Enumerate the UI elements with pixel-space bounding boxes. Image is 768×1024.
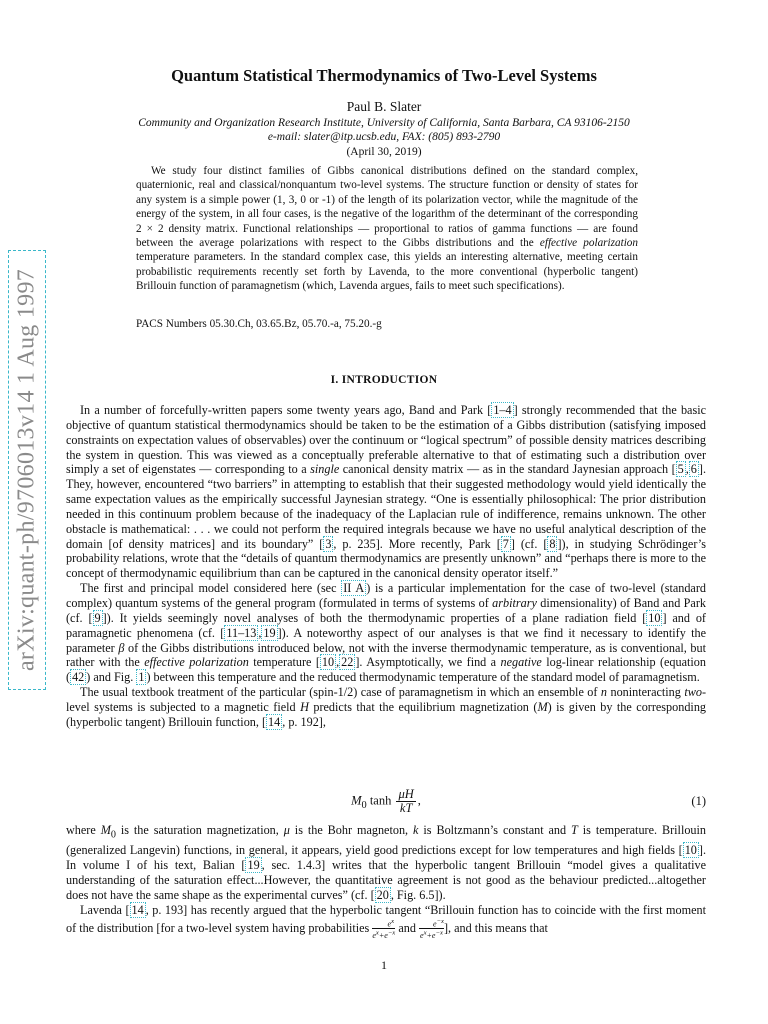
page-number: 1 <box>381 958 387 972</box>
paper-date: (April 30, 2019) <box>346 146 422 158</box>
paper-title: Quantum Statistical Thermodynamics of Two-Level Systems <box>171 66 597 85</box>
pacs-numbers: PACS Numbers 05.30.Ch, 03.65.Bz, 05.70.-a, 75.20.-g <box>136 318 382 330</box>
introduction-body-continued <box>66 823 706 940</box>
paragraph: where $M_0$ is the saturation magnetization, μ is the Bohr magneton, k is Boltzmann’s constant and T is temperature. Brillouin (generalized Langevin) functions, in general, it appears, yield good predictions except for low temperatures and high fields [ 10 ]. In volume I of his text, Balian [ 19 , sec. 1.4.3] writes that the hyperbolic tangent Brillouin “model gives a qualitative understanding of the saturation effect...However, the quantitative agreement is not good as the behaviour predicted...altogether does not have the same shape as the experimental curves” (cf. [ 20 , Fig. 6.5]). <box>66 823 706 902</box>
equation-expression: $M_0$ tanh $\frac{\mu H}{kT}$ , <box>351 787 421 815</box>
arxiv-stamp[interactable] <box>8 250 46 690</box>
equation-1 <box>66 784 706 814</box>
contact-line: e-mail: slater@itp.ucsb.edu, FAX: (805) 893-2790 <box>267 131 501 143</box>
equation-number: (1) <box>691 794 706 808</box>
paragraph: The first and principal model considered here (sec II A ) is a particular implementation for the case of two-level (standard complex) quantum systems of the general program (formulated in terms of systems of arbitrary dimensionality) of Band and Park (cf. [ 9 ]). It yields seemingly novel analyses of both the thermodynamic properties of a plane radiation field [ 10 ] and of paramagnetic phenomena (cf. [ 11–13 , 19 ]). A noteworthy aspect of our analyses is that we find it necessary to identify the parameter β of the Gibbs distributions introduced below, not with the inverse thermodynamic temperature, as is conventional, but rather with the effective polarization temperature [ 10 , 22 ]. Asymptotically, we find a negative log-linear relationship (equation ( 42 ) and Fig. 1 ) between this temperature and the reduced thermodynamic temperature of the standard model of paramagnetism. <box>66 581 706 685</box>
paragraph: In a number of forcefully-written papers some twenty years ago, Band and Park [ 1–4 ] strongly recommended that the basic objective of quantum statistical thermodynamics should be taken to be the estimation of a Gibbs distribution (satisfying imposed constraints on expectation values of observables) over the continuum or “logical spectrum” of possible density matrices describing the system in question. This was viewed as a conceptually preferable alternative to that of estimating such a distribution over simply a set of eigenstates — corresponding to a single canonical density matrix — as in the standard Jaynesian approach [ 5 , 6 ]. They, however, encountered “two barriers” in attempting to establish that their suggested methodology would yield identically the same expectation values as the empirically successful Jaynesian strategy. “One is essentially philosophical: The prior distribution needed in this continuum problem because of the inadequacy of the Laplacian rule of indifference, remains unknown. The other obstacle is mathematical: . . . we could not perform the required integrals because we have no useful analytical description of the domain [of density matrices] and its boundary” [ 3 , p. 235]. More recently, Park [ 7 ] (cf. [ 8 ]), in studying Schrödinger’s probability relations, wrote that the “details of quantum thermodynamics are presently unknown” and “perhaps there is more to the concept of thermodynamic equilibrium than can be captured in the canonical density operator itself.” <box>66 403 706 581</box>
affiliation-line: Community and Organization Research Institute, University of California, Santa Barbara, CA 93106-2150 <box>138 117 630 129</box>
paragraph: The usual textbook treatment of the particular (spin-1/2) case of paramagnetism in which an ensemble of n noninteracting two-level systems is subjected to a magnetic field H predicts that the equilibrium magnetization (M) is given by the corresponding (hyperbolic tangent) Brillouin function, [ 14 , p. 192], <box>66 685 707 729</box>
abstract-text: We study four distinct families of Gibbs canonical distributions defined on the standard complex, quaternionic, real and classical/nonquantum two-level systems. The structure function or density of states for any system is a simple power (1, 3, 0 or -1) of the length of its polarization vector, while the magnitude of the energy of the system, in all four cases, is the negative of the logarithm of the determinant of the corresponding 2 × 2 density matrix. Functional relationships — proportional to ratios of gamma functions — are found between the average polarizations with respect to the Gibbs distributions and the effective polarization temperature parameters. In the standard complex case, this yields an interesting alternative, meeting certain probabilistic requirements recently set forth by Lavenda, to the more conventional (hyperbolic tangent) Brillouin function of paramagnetism (which, Lavenda argues, fails to meet such specifications). <box>136 165 638 293</box>
author-name: Paul B. Slater <box>346 99 422 114</box>
introduction-body <box>66 403 706 730</box>
section-heading: I. INTRODUCTION <box>330 374 438 386</box>
affiliation <box>0 116 768 144</box>
abstract <box>136 164 638 294</box>
paragraph: Lavenda [ 14 , p. 193] has recently argued that the hyperbolic tangent “Brillouin function has to coincide with the first moment of the distribution [for a two-level system having probabilities $\frac{e^x}{e^x+e^{-x}}$ and $\frac{e^{-x}}{e^x+e^{-x}}$], and this means that <box>66 902 706 940</box>
arxiv-stamp-text: arXiv:quant-ph/9706013v14 1 Aug 1997 <box>13 268 40 672</box>
